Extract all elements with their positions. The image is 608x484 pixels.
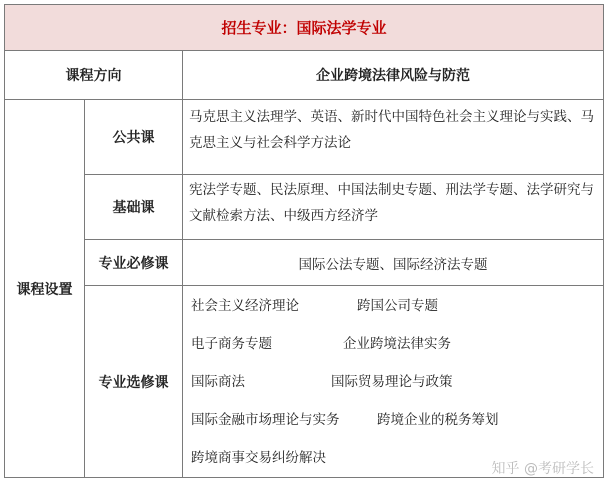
row-label-elective-courses: 专业选修课 xyxy=(84,285,183,478)
list-item: 国际金融市场理论与实务 xyxy=(191,412,340,428)
row-label-required-courses: 专业必修课 xyxy=(84,239,183,286)
row-label-basic-courses: 基础课 xyxy=(84,174,183,240)
list-item: 社会主义经济理论 xyxy=(191,298,299,314)
list-item: 企业跨境法律实务 xyxy=(343,336,451,352)
header-course-direction: 课程方向 xyxy=(4,50,183,100)
row-content-elective-courses xyxy=(182,285,604,478)
row-content-basic-courses: 宪法学专题、民法原理、中国法制史专题、刑法学专题、法学研究与文献检索方法、中级西方经济学 xyxy=(182,174,604,240)
list-item: 国际商法 xyxy=(191,374,245,390)
table-title: 招生专业：国际法学专业 xyxy=(4,4,604,51)
row-label-public-courses: 公共课 xyxy=(84,99,183,175)
section-course-setup: 课程设置 xyxy=(4,99,85,478)
row-content-required-courses: 国际公法专题、国际经济法专题 xyxy=(182,239,604,286)
list-item: 电子商务专题 xyxy=(191,336,272,352)
watermark: 知乎 @考研学长 xyxy=(491,461,594,477)
header-program-name: 企业跨境法律风险与防范 xyxy=(182,50,604,100)
curriculum-table xyxy=(4,4,604,478)
list-item: 跨国公司专题 xyxy=(357,298,438,314)
list-item: 跨境商事交易纠纷解决 xyxy=(191,450,326,466)
list-item: 国际贸易理论与政策 xyxy=(331,374,453,390)
list-item: 跨境企业的税务筹划 xyxy=(377,412,499,428)
row-content-public-courses: 马克思主义法理学、英语、新时代中国特色社会主义理论与实践、马克思主义与社会科学方法论 xyxy=(182,99,604,175)
